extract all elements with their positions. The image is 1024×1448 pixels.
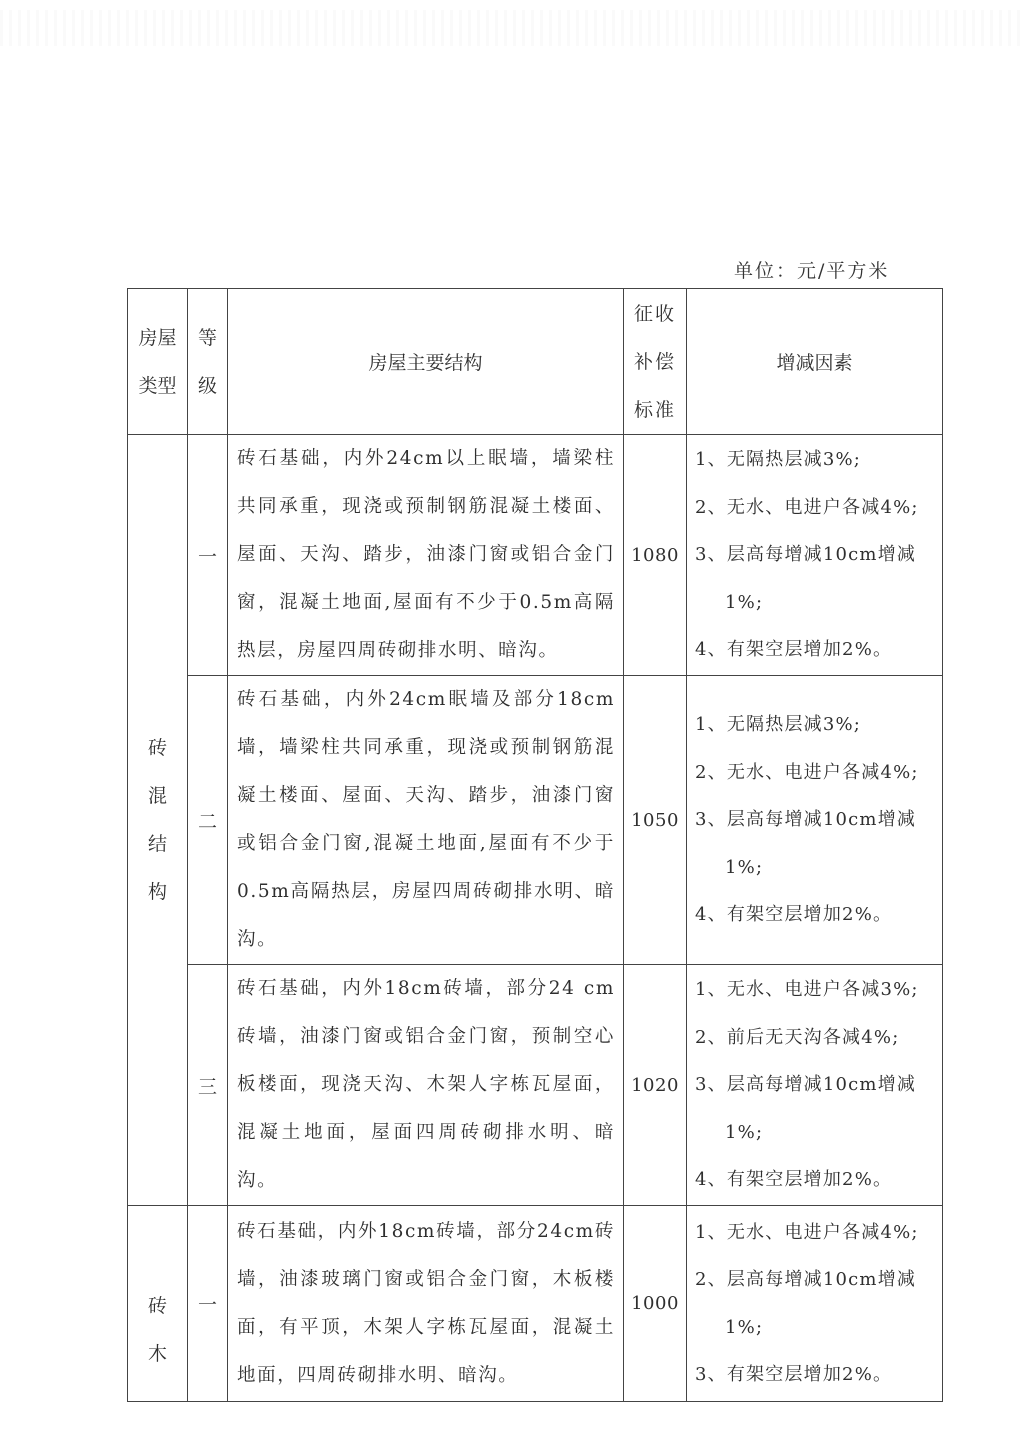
factors-cell: 1、无隔热层减3%; 2、无水、电进户各减4%; 3、层高每增减10cm增减 1%; 4、有架空层增加2%。 bbox=[687, 435, 943, 676]
house-type-brick-wood: 砖 木 bbox=[128, 1206, 188, 1402]
grade-cell: 一 bbox=[188, 1206, 228, 1402]
standard-cell: 1050 bbox=[624, 676, 687, 965]
table-row bbox=[128, 1206, 943, 1402]
standard-cell: 1080 bbox=[624, 435, 687, 676]
structure-cell: 砖石基础，内外24cm眠墙及部分18cm墙，墙梁柱共同承重，现浇或预制钢筋混凝土楼面、屋面、天沟、踏步，油漆门窗或铝合金门窗,混凝土地面,屋面有不少于0.5m高隔热层，房屋四周砖砌排水明、暗沟。 bbox=[228, 676, 624, 965]
header-standard: 征收 补偿 标准 bbox=[624, 289, 687, 435]
factors-cell: 1、无水、电进户各减4%; 2、层高每增减10cm增减 1%; 3、有架空层增加2%。 bbox=[687, 1206, 943, 1402]
header-structure: 房屋主要结构 bbox=[228, 289, 624, 435]
factors-cell: 1、无水、电进户各减3%; 2、前后无天沟各减4%; 3、层高每增减10cm增减 1%; 4、有架空层增加2%。 bbox=[687, 965, 943, 1206]
grade-cell: 二 bbox=[188, 676, 228, 965]
grade-cell: 三 bbox=[188, 965, 228, 1206]
header-house-type: 房屋 类型 bbox=[128, 289, 188, 435]
grade-cell: 一 bbox=[188, 435, 228, 676]
house-type-brick-concrete: 砖 混 结 构 bbox=[128, 435, 188, 1206]
scan-artifact bbox=[0, 10, 1024, 46]
header-row bbox=[128, 289, 943, 435]
structure-cell: 砖石基础，内外24cm以上眠墙，墙梁柱共同承重，现浇或预制钢筋混凝土楼面、屋面、天沟、踏步，油漆门窗或铝合金门窗，混凝土地面,屋面有不少于0.5m高隔热层，房屋四周砖砌排水明、暗沟。 bbox=[228, 435, 624, 676]
standard-cell: 1020 bbox=[624, 965, 687, 1206]
compensation-table bbox=[127, 288, 943, 1402]
table-row bbox=[128, 435, 943, 676]
header-grade: 等 级 bbox=[188, 289, 228, 435]
table-row bbox=[128, 676, 943, 965]
structure-cell: 砖石基础，内外18cm砖墙，部分24 cm砖墙，油漆门窗或铝合金门窗，预制空心板楼面，现浇天沟、木架人字栋瓦屋面，混凝土地面，屋面四周砖砌排水明、暗沟。 bbox=[228, 965, 624, 1206]
structure-cell: 砖石基础，内外18cm砖墙，部分24cm砖墙，油漆玻璃门窗或铝合金门窗，木板楼面，有平顶，木架人字栋瓦屋面，混凝土地面，四周砖砌排水明、暗沟。 bbox=[228, 1206, 624, 1402]
table-row bbox=[128, 965, 943, 1206]
header-factors: 增减因素 bbox=[687, 289, 943, 435]
factors-cell: 1、无隔热层减3%; 2、无水、电进户各减4%; 3、层高每增减10cm增减 1%; 4、有架空层增加2%。 bbox=[687, 676, 943, 965]
unit-label: 单位：元/平方米 bbox=[734, 260, 890, 282]
standard-cell: 1000 bbox=[624, 1206, 687, 1402]
